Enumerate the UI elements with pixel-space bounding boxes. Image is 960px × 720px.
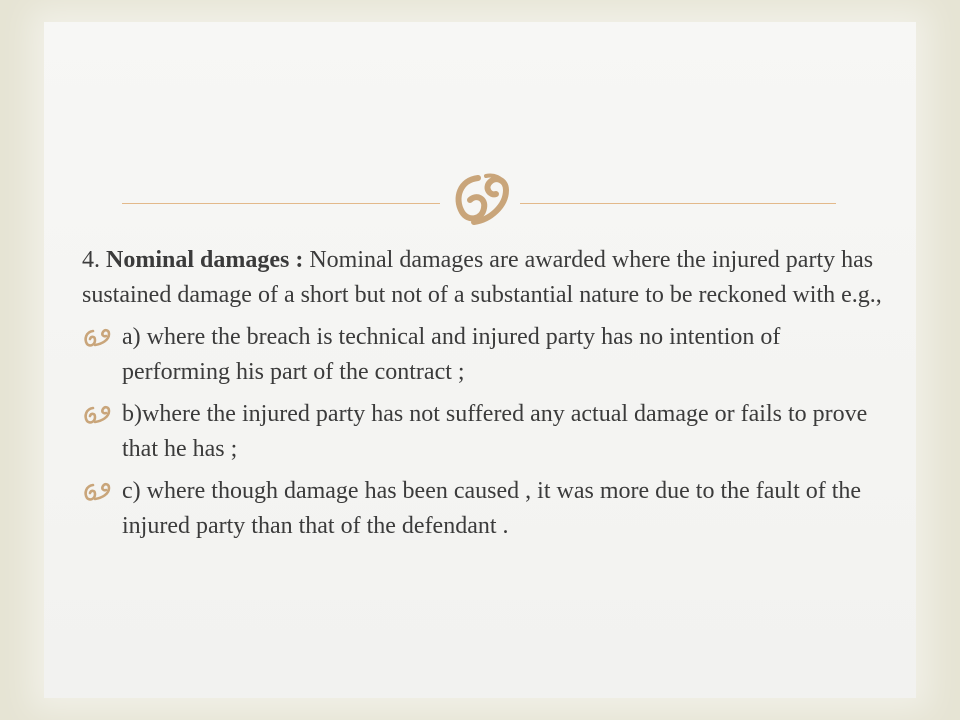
- divider-line-left: [122, 203, 440, 204]
- swirl-bullet-icon: [82, 482, 112, 502]
- bullet-text: a) where the breach is technical and injured party has no intention of performing his part of the contract ;: [122, 324, 781, 385]
- swirl-bullet-icon: [82, 405, 112, 425]
- slide-content: [82, 243, 882, 551]
- bullet-item-b: [82, 397, 882, 467]
- divider-line-right: [520, 203, 836, 204]
- section-number: 4.: [82, 247, 100, 273]
- flourish-ornament-icon: [448, 170, 514, 230]
- bullet-item-c: [82, 474, 882, 544]
- intro-text: Nominal damages are awarded where the injured party has sustained damage of a short but not of a substantial nature to be reckoned with e.g.,: [82, 247, 882, 308]
- bullet-text: b)where the injured party has not suffered any actual damage or fails to prove that he has ;: [122, 401, 868, 462]
- section-heading: Nominal damages :: [106, 247, 304, 273]
- bullet-item-a: [82, 320, 882, 390]
- bullet-text: c) where though damage has been caused , it was more due to the fault of the injured party than that of the defendant .: [122, 478, 862, 539]
- intro-paragraph: [82, 243, 882, 313]
- swirl-bullet-icon: [82, 328, 112, 348]
